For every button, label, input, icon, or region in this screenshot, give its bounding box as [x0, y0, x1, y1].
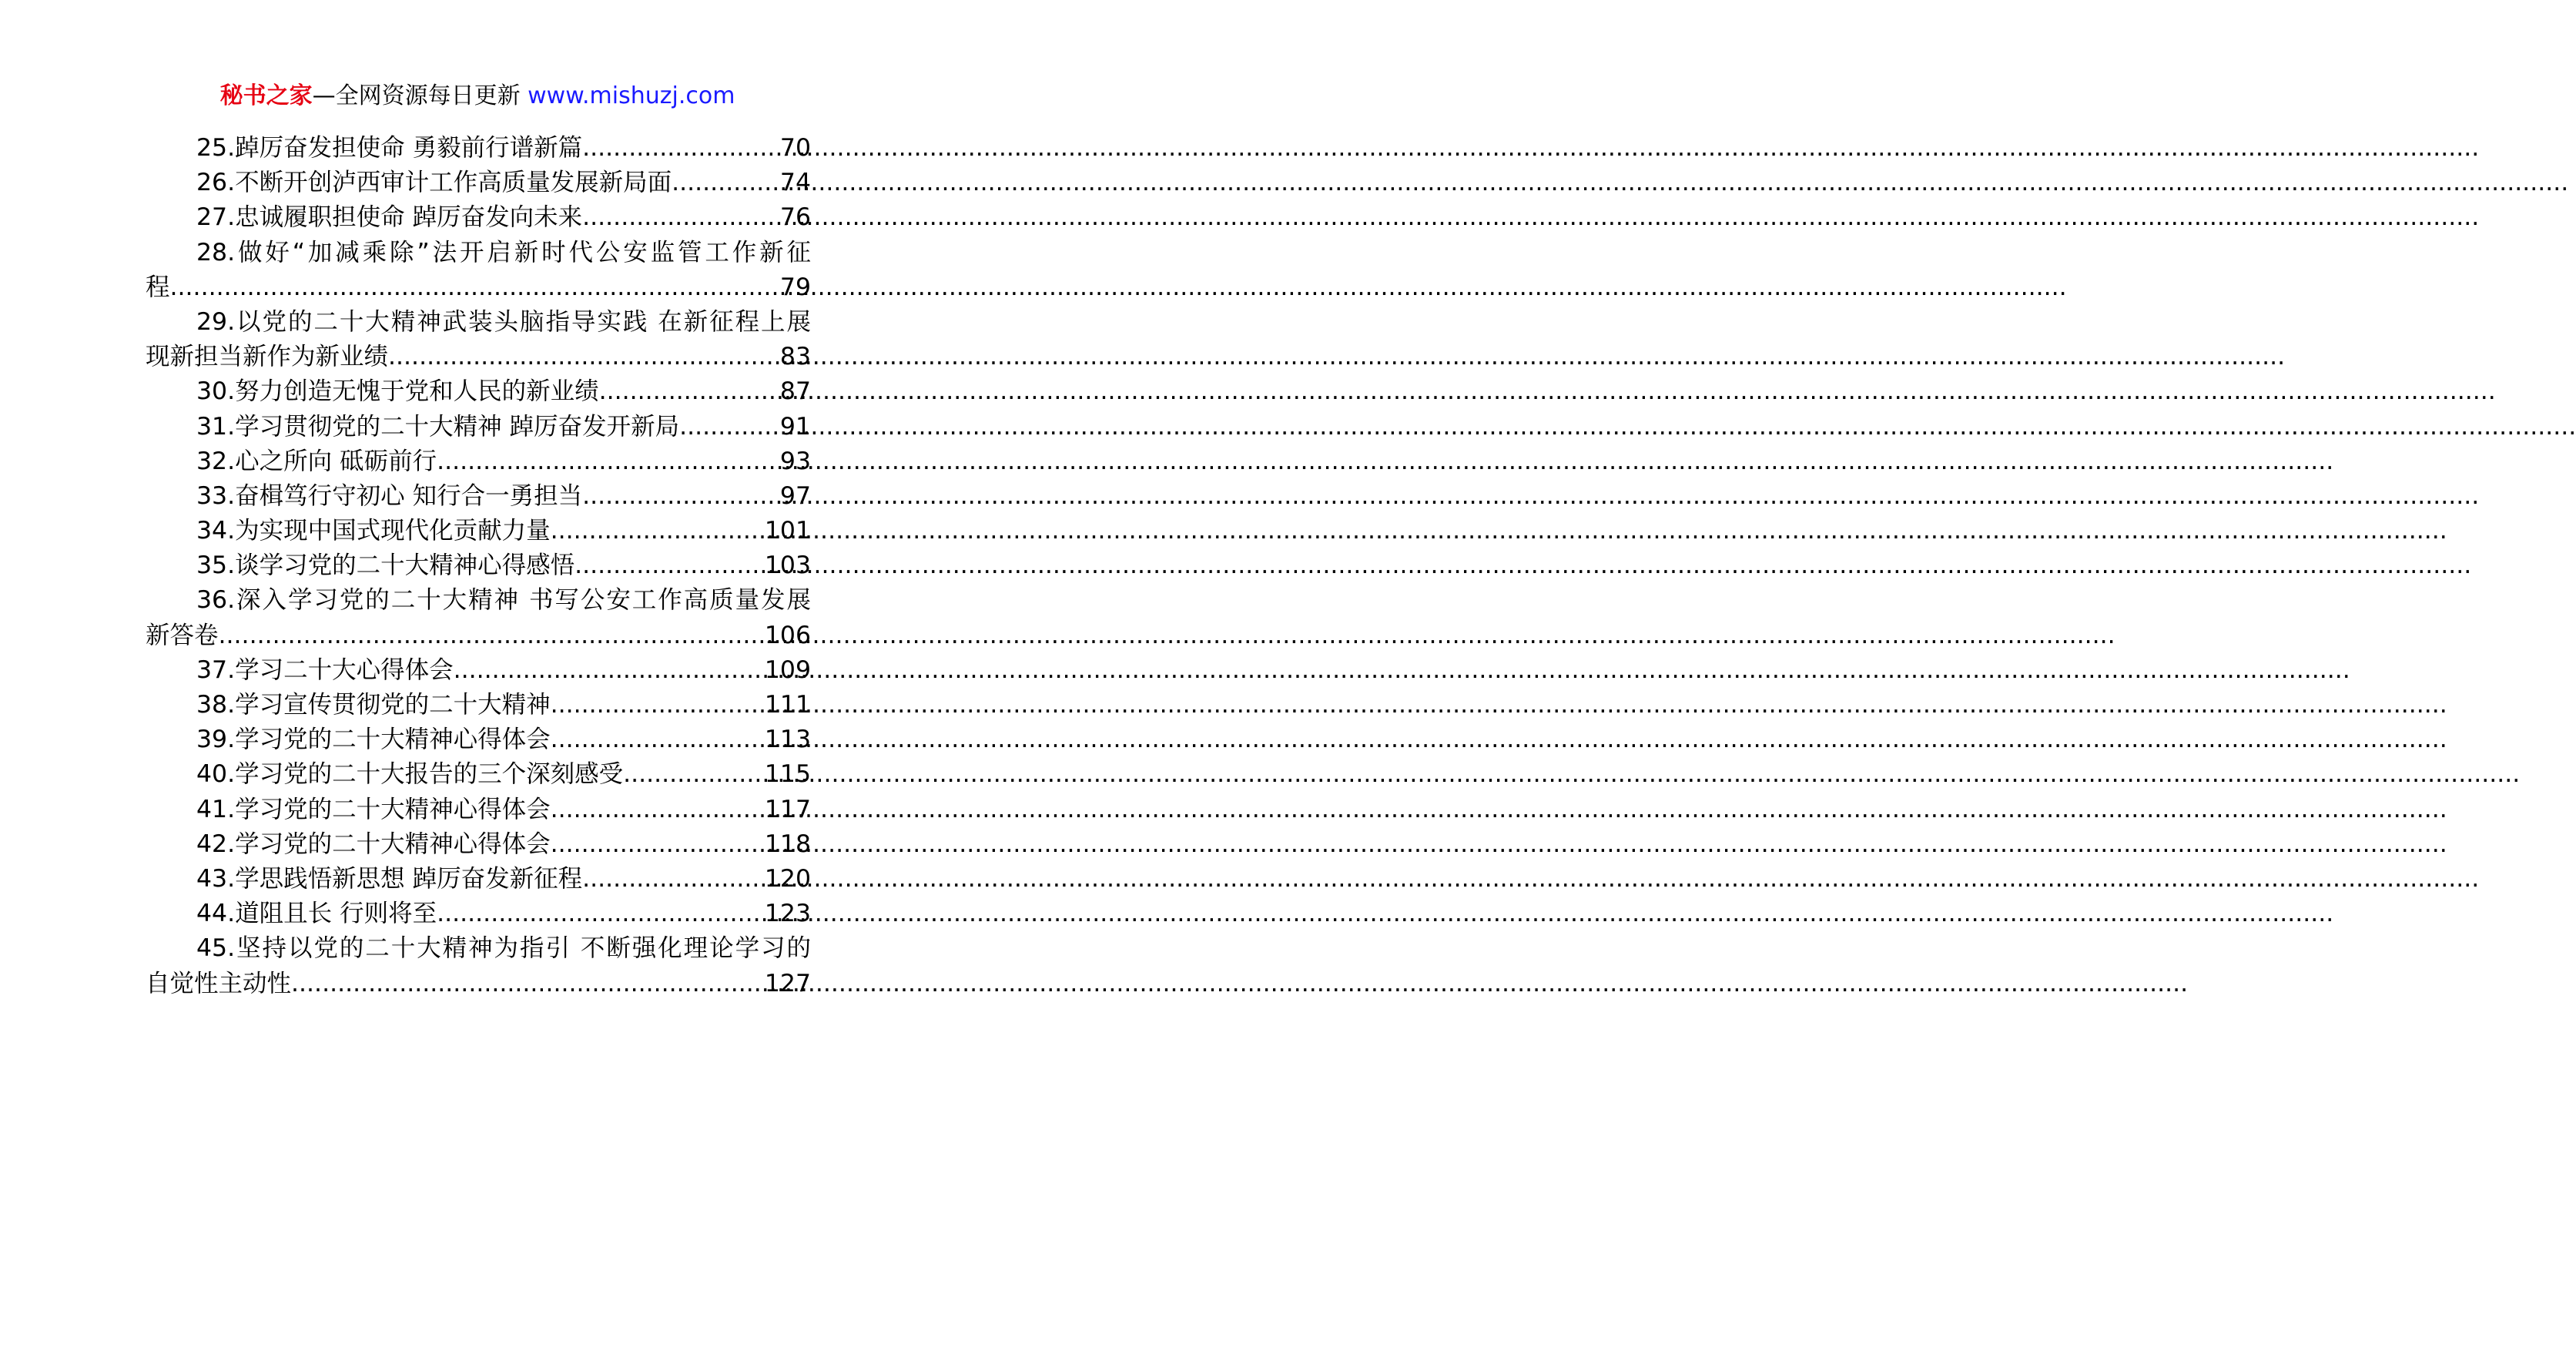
toc-entry-title: 39.学习党的二十大精神心得体会 — [196, 726, 551, 754]
toc-entry[interactable] — [146, 131, 811, 166]
toc-entry[interactable] — [146, 305, 811, 374]
toc-entry-title: 31.学习贯彻党的二十大精神 踔厉奋发开新局 — [196, 412, 680, 441]
toc-page-number: 97 — [779, 481, 811, 510]
toc-entry-title: 35.谈学习党的二十大精神心得感悟 — [196, 551, 575, 580]
toc-entry-title-line1: 36.深入学习党的二十大精神 书写公安工作高质量发展 — [196, 586, 811, 615]
toc-entry[interactable] — [146, 862, 811, 897]
toc-entry-title-line2: 新答卷 — [146, 621, 219, 649]
dot-leader — [388, 340, 780, 374]
toc-entry[interactable] — [146, 757, 811, 792]
toc-page-number: 103 — [764, 551, 811, 580]
dot-leader — [582, 862, 765, 897]
dot-leader — [437, 444, 780, 479]
toc-entry-title: 33.奋楫笃行守初心 知行合一勇担当 — [196, 481, 583, 510]
toc-entry-title: 40.学习党的二十大报告的三个深刻感受 — [196, 760, 624, 789]
dot-leader — [219, 619, 765, 653]
toc-page-number: 74 — [779, 169, 811, 197]
toc-page-number: 83 — [779, 343, 811, 371]
toc-page-number: 76 — [779, 203, 811, 232]
toc-page-number: 93 — [779, 447, 811, 475]
toc-entry[interactable] — [146, 548, 811, 583]
toc-page-number: 127 — [764, 969, 811, 997]
page-header — [0, 79, 955, 114]
toc-entry-title: 25.踔厉奋发担使命 勇毅前行谱新篇 — [196, 134, 583, 162]
dot-leader — [454, 653, 765, 688]
toc-page-number: 111 — [764, 691, 811, 719]
toc-entry-title-line1: 28.做好“加减乘除”法开启新时代公安监管工作新征 — [196, 238, 811, 267]
dot-leader — [582, 200, 780, 235]
toc-entry-title-line2: 程 — [146, 273, 170, 301]
toc-page-number: 115 — [764, 760, 811, 789]
toc-page-number: 101 — [764, 517, 811, 545]
toc-page-number: 113 — [764, 726, 811, 754]
brand-name: 秘书之家 — [219, 82, 313, 109]
toc-page-number: 120 — [764, 864, 811, 893]
dot-leader — [551, 722, 765, 757]
toc-entry-title: 38.学习宣传贯彻党的二十大精神 — [196, 691, 551, 719]
toc-entry[interactable] — [146, 583, 811, 652]
toc-entry[interactable] — [146, 410, 811, 444]
dot-leader — [623, 757, 765, 792]
toc-entry[interactable] — [146, 931, 811, 1001]
toc-entry[interactable] — [146, 722, 811, 757]
toc-page-number: 109 — [764, 655, 811, 684]
toc-page-number: 79 — [779, 273, 811, 301]
toc-entry-title-line2: 现新担当新作为新业绩 — [146, 343, 389, 371]
toc-entry[interactable] — [146, 688, 811, 722]
dot-leader — [551, 793, 765, 827]
dot-leader — [170, 270, 780, 305]
dot-leader — [582, 479, 780, 514]
toc-entry-title: 34.为实现中国式现代化贡献力量 — [196, 517, 551, 545]
toc-page-number: 91 — [779, 412, 811, 441]
dot-leader — [291, 967, 765, 1001]
toc-entry-title: 41.学习党的二十大精神心得体会 — [196, 795, 551, 823]
toc-page-number: 123 — [764, 900, 811, 928]
toc-entry-title: 27.忠诚履职担使命 踔厉奋发向未来 — [196, 203, 583, 232]
toc-page-number: 118 — [764, 830, 811, 858]
toc-entry-title: 43.学思践悟新思想 踔厉奋发新征程 — [196, 864, 583, 893]
toc-entry-title: 30.努力创造无愧于党和人民的新业绩 — [196, 377, 599, 406]
dot-leader — [679, 410, 780, 444]
header-tagline: —全网资源每日更新 — [312, 82, 521, 109]
toc-page-number: 117 — [764, 795, 811, 823]
dot-leader — [574, 548, 765, 583]
toc-entry-title: 44.道阻且长 行则将至 — [196, 900, 437, 928]
toc-entry[interactable] — [146, 653, 811, 688]
toc-entry-title: 42.学习党的二十大精神心得体会 — [196, 830, 551, 858]
toc-entry[interactable] — [146, 827, 811, 862]
toc-page-number: 106 — [764, 621, 811, 649]
toc-entry-title: 32.心之所向 砥砺前行 — [196, 447, 437, 475]
toc-entry[interactable] — [146, 166, 811, 200]
dot-leader — [582, 131, 780, 166]
toc-page-number: 87 — [779, 377, 811, 406]
toc-entry-title-line1: 29.以党的二十大精神武装头脑指导实践 在新征程上展 — [196, 307, 811, 336]
dot-leader — [437, 897, 765, 931]
toc-entry[interactable] — [146, 444, 811, 479]
toc-entry[interactable] — [146, 200, 811, 235]
website-link[interactable]: www.mishuzj.com — [528, 82, 735, 109]
dot-leader — [551, 688, 765, 722]
dot-leader — [599, 374, 780, 409]
toc-entry-title: 26.不断开创泸西审计工作高质量发展新局面 — [196, 169, 672, 197]
toc-entry[interactable] — [146, 236, 811, 305]
dot-leader — [672, 166, 780, 200]
toc-entry[interactable] — [146, 897, 811, 931]
toc-entry[interactable] — [146, 793, 811, 827]
toc-entry-title-line1: 45.坚持以党的二十大精神为指引 不断强化理论学习的 — [196, 934, 811, 963]
toc-entry-title: 37.学习二十大心得体会 — [196, 655, 454, 684]
table-of-contents — [146, 131, 811, 1001]
toc-entry-title-line2: 自觉性主动性 — [146, 969, 292, 997]
toc-entry[interactable] — [146, 514, 811, 548]
toc-page-number: 70 — [779, 134, 811, 162]
dot-leader — [551, 827, 765, 862]
toc-entry[interactable] — [146, 374, 811, 409]
toc-entry[interactable] — [146, 479, 811, 514]
dot-leader — [551, 514, 765, 548]
